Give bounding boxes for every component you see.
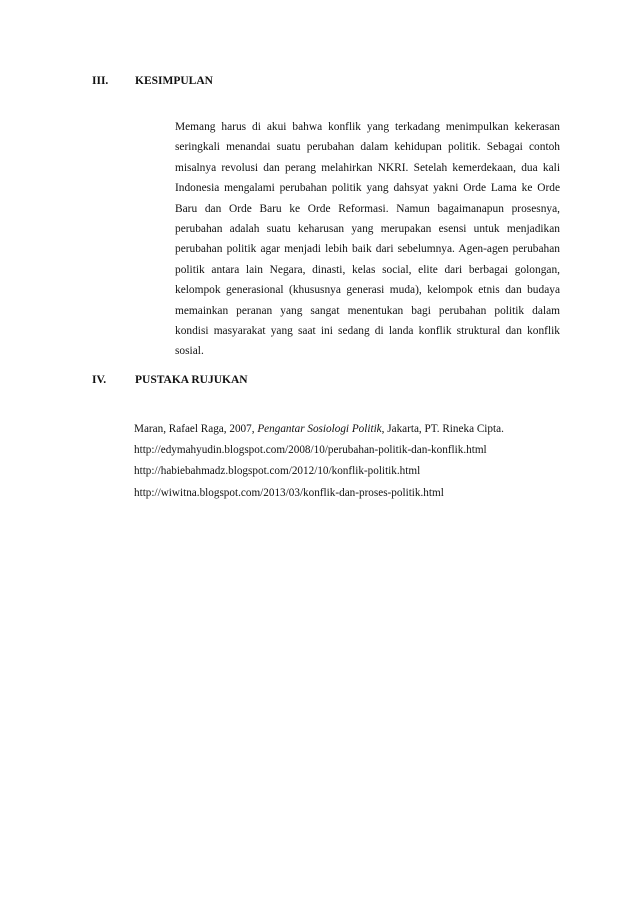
reference-url: http://edymahyudin.blogspot.com/2008/10/perubahan-politik-dan-konflik.html [134, 444, 487, 457]
reference-url: http://habiebahmadz.blogspot.com/2012/10/konflik-politik.html [134, 465, 421, 478]
section-heading-kesimpulan [92, 75, 213, 87]
paragraph-line: perubahan politik agar menjadi lebih baik dari sebelumnya. Agen-agen perubahan [175, 243, 560, 256]
reference-list [134, 419, 574, 504]
reference-item [134, 440, 574, 461]
paragraph-line: kelompok generasional (khususnya generasi muda), kelompok etnis dan budaya [175, 284, 560, 297]
section-number: IV. [92, 374, 107, 386]
reference-url: http://wiwitna.blogspot.com/2013/03/konflik-dan-proses-politik.html [134, 486, 444, 499]
reference-item [134, 419, 574, 440]
reference-text: Maran, Rafael Raga, 2007, [134, 423, 258, 435]
paragraph-line: misalnya revolusi dan perang melahirkan NKRI. Setelah kemerdekaan, dua kali [175, 161, 560, 174]
reference-text: , Jakarta, PT. Rineka Cipta. [381, 423, 504, 435]
reference-title-italic: Pengantar Sosiologi Politik [257, 423, 382, 435]
paragraph-line: sosial. [175, 345, 204, 358]
conclusion-paragraph [175, 117, 560, 362]
paragraph-line: kondisi masyarakat yang saat ini sedang di landa konflik struktural dan konflik [175, 324, 560, 337]
section-title: PUSTAKA RUJUKAN [135, 374, 248, 386]
paragraph-line: memainkan peranan yang sangat menentukan bagi perubahan politik dalam [175, 304, 560, 317]
paragraph-line: Memang harus di akui bahwa konflik yang terkadang menimpulkan kekerasan [175, 121, 560, 133]
paragraph-line: Indonesia mengalami perubahan politik yang dahsyat yakni Orde Lama ke Orde [175, 182, 560, 195]
reference-item [134, 461, 574, 482]
section-title: KESIMPULAN [135, 75, 213, 87]
section-heading-pustaka-rujukan [92, 374, 248, 386]
reference-item [134, 483, 574, 504]
paragraph-line: seringkali menandai suatu perubahan dalam kehidupan politik. Sebagai contoh [175, 141, 560, 154]
section-number: III. [92, 75, 109, 87]
paragraph-line: politik antara lain Negara, dinasti, kelas social, elite dari berbagai golongan, [175, 263, 560, 276]
paragraph-line: Baru dan Orde Baru ke Orde Reformasi. Namun bagaimanapun prosesnya, [175, 202, 560, 215]
paragraph-line: perubahan adalah suatu keharusan yang merupakan esensi untuk menjadikan [175, 222, 560, 235]
